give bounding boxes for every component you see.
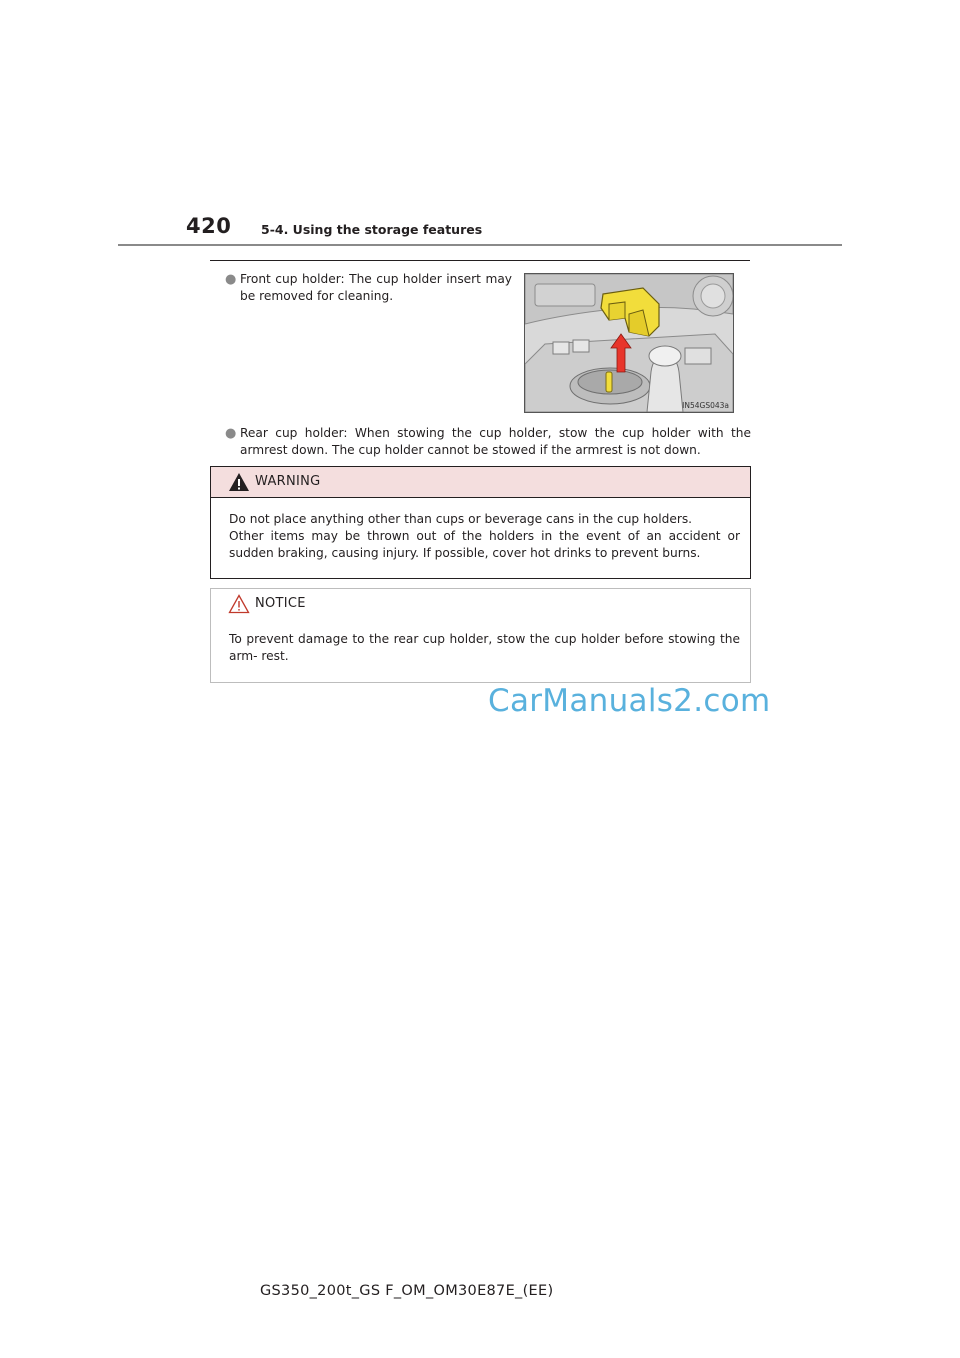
bullet-rear-cup-holder [225, 425, 751, 459]
bullet-dot-icon: ● [225, 272, 237, 287]
content-divider [210, 260, 750, 261]
section-title: 5-4. Using the storage features [261, 222, 483, 237]
warning-text-line2: Other items may be thrown out of the holders in the event of an accident or sudden braking, causing injury. If possible, cover hot drinks to prevent burns. [229, 529, 740, 560]
notice-triangle-icon [228, 594, 250, 614]
warning-triangle-icon [228, 472, 250, 492]
notice-box [210, 588, 751, 683]
figure-code: IN54GS043a [682, 401, 729, 410]
bullet-front-cup-holder [225, 271, 512, 305]
warning-box [210, 466, 751, 579]
illustration-drawing [525, 274, 733, 412]
header-divider [118, 244, 842, 246]
watermark-text: CarManuals2.com [488, 683, 771, 719]
warning-text-line1: Do not place anything other than cups or beverage cans in the cup holders. [229, 512, 693, 526]
bullet-dot-icon: ● [225, 426, 237, 441]
notice-text: To prevent damage to the rear cup holder, stow the cup holder before stowing the arm- rest. [229, 632, 740, 663]
notice-header [211, 589, 750, 619]
footer-document-code: GS350_200t_GS F_OM_OM30E87E_(EE) [260, 1283, 554, 1299]
warning-header [211, 467, 750, 498]
page-number: 420 [186, 214, 232, 238]
notice-label: NOTICE [255, 596, 306, 611]
warning-label: WARNING [255, 474, 321, 489]
bullet-text: Front cup holder: The cup holder insert may be removed for cleaning. [240, 272, 512, 303]
warning-body [229, 511, 740, 562]
cup-holder-illustration [524, 273, 734, 413]
bullet-text: Rear cup holder: When stowing the cup holder, stow the cup holder with the armrest down. The cup holder cannot be stowed if the armrest is not down. [240, 426, 751, 457]
